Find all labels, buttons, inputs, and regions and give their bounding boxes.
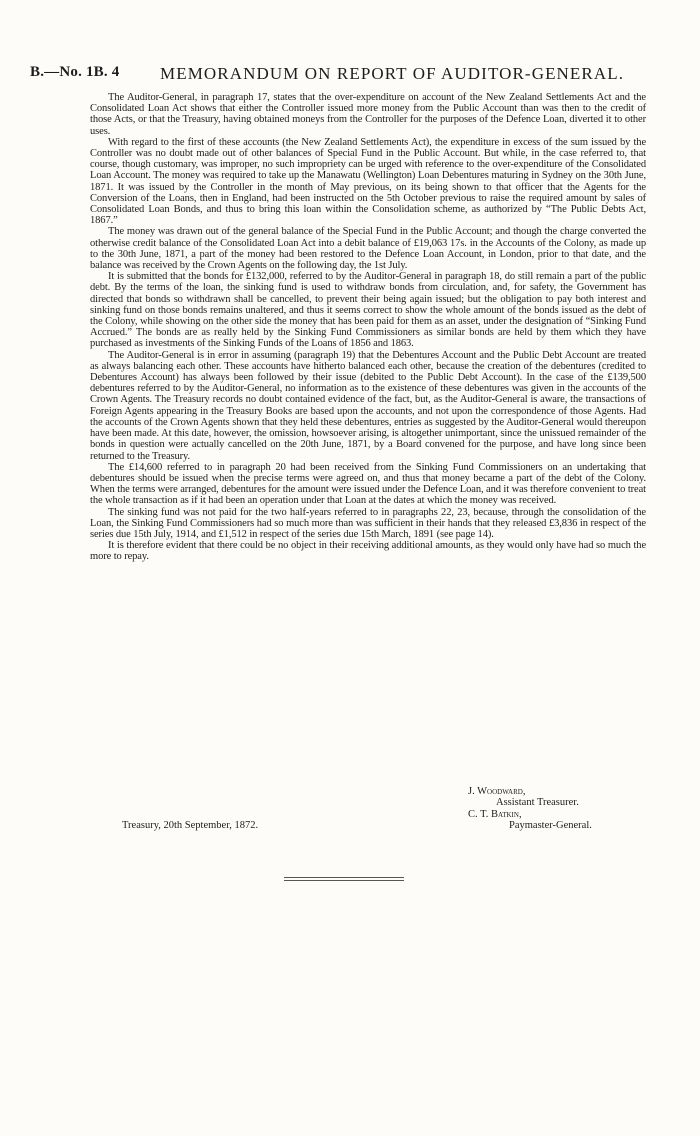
paragraph: The Auditor-General is in error in assuming (paragraph 19) that the Debentures Account and the Public Debt Account are treated as always balancing each other. These accounts have hitherto balanced each other, because the creation of the debentures (credited to Debentures Account) has always been followed by their issue (debited to the Public Debt Account). In the case of the £139,500 debentures referred to by the Auditor-General, no information as to the existence of these debentures was given in the accounts of the Crown Agents. The Treasury records no doubt contained evidence of the fact, but, as the Auditor-General is aware, the transactions of Foreign Agents appearing in the Treasury Books are based upon the accounts, and not upon the correspondence of those Agents. Had the accounts of the Crown Agents shown that they held these debentures, entries as suggested by the Auditor-General would thereupon have been made. At this date, however, the omission, howsoever arising, is altogether unimportant, since the unissued remainder of the bonds in question were actually cancelled on the 20th June, 1871, by a Board convened for the purpose, and have long since been returned to the Treasury. [90,349,646,462]
signature-block [90,786,646,846]
closing-rule-bottom [284,880,404,881]
paragraph: With regard to the first of these accounts (the New Zealand Settlements Act), the expenditure in excess of the sum issued by the Controller was no doubt made out of other balances of Special Fund in the Public Account. But while, in the case referred to, that course, though customary, was improper, no such impropriety can be urged with reference to the over-expenditure of the Consolidated Loan Account. The money was required to take up the Manawatu (Wellington) Loan Debentures maturing in Sydney on the 30th June, 1871. It was issued by the Controller in the month of May previous, on its being shown to that officer that the Agents for the Conversion of the Loans, then in England, had been instructed on the 5th October previous to raise the required amount by sales of Consolidated Loan Bonds, and thus to bring this loan within the Consolidation scheme, as authorized by “The Public Debts Act, 1867.” [90,136,646,227]
page-reference: B.—No. 1B. 4 [30,64,120,80]
running-title: MEMORANDUM ON REPORT OF AUDITOR-GENERAL. [160,64,625,83]
page-header [0,64,700,88]
place-and-date: Treasury, 20th September, 1872. [122,820,259,831]
paragraph: The £14,600 referred to in paragraph 20 had been received from the Sinking Fund Commissioners on an undertaking that debentures should be issued when the precise terms were agreed on, and thus that money became a part of the debt of the Colony. When the terms were arranged, debentures for the amount were issued under the Defence Loan, and it was therefore convenient to treat the whole transaction as if it had been an operation under that Loan at the dates at which the money was received. [90,461,646,507]
paragraph: It is therefore evident that there could be no object in their receiving additional amounts, as they would only have had so much the more to repay. [90,540,646,563]
signer-title-paymaster-general: Paymaster-General. [509,820,592,831]
paragraph: The sinking fund was not paid for the two half-years referred to in paragraphs 22, 23, because, through the consolidation of the Loan, the Sinking Fund Commissioners had so much more than was sufficient in their hands that they released £3,836 in respect of the series due 15th July, 1914, and £1,512 in respect of the series due 15th March, 1891 (see page 14). [90,506,646,540]
memorandum-body [90,92,646,563]
paragraph: The money was drawn out of the general balance of the Special Fund in the Public Account; and though the charge converted the otherwise credit balance of the Consolidated Loan Act into a debit balance of £19,063 17s. in the Accounts of the Colony, as made up to the 30th June, 1871, a part of the money had been restored to the Defence Loan Account, in London, prior to that date, and the balance was received by the Crown Agents on the following day, the 1st July. [90,226,646,272]
closing-rule-top [284,877,404,878]
signer-name-batkin: C. T. Batkin, [468,809,522,820]
paragraph: The Auditor-General, in paragraph 17, states that the over-expenditure on account of the New Zealand Settlements Act and the Consolidated Loan Act shows that either the Controller issued more money from the Public Account than was then to the credit of those Acts, or that the Treasury, having obtained moneys from the Controller for the purposes of the Defence Loan, diverted it to other uses. [90,92,646,137]
signer-title-assistant-treasurer: Assistant Treasurer. [496,797,579,808]
signer-name-woodward: J. Woodward, [468,786,526,797]
paragraph: It is submitted that the bonds for £132,000, referred to by the Auditor-General in paragraph 18, do still remain a part of the public debt. By the terms of the loan, the sinking fund is used to withdraw bonds from circulation, and, for safety, the Government has directed that bonds so withdrawn shall be cancelled, to prevent their being again issued; but the obligation to pay both interest and sinking fund on those bonds remains unaltered, and thus it seems correct to show the whole amount of the bonds issued as the debt of the Colony, while showing on the other side the money that has been paid for them as an asset, under the designation of “Sinking Fund Accrued.” The bonds are as really held by the Sinking Fund Commissioners as similar bonds are held by them which they have purchased as investments of the Sinking Funds of the Loans of 1856 and 1863. [90,271,646,350]
